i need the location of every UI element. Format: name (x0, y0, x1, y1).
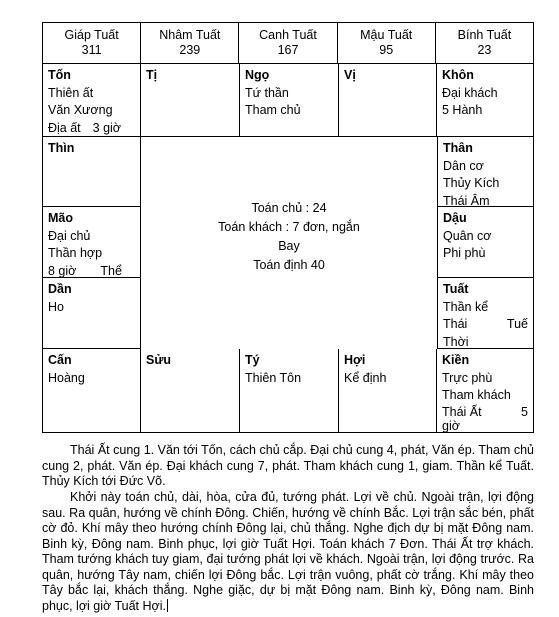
cell-title: Thìn (48, 141, 75, 155)
cell-suu (141, 349, 240, 432)
cell-hoi (339, 349, 437, 432)
cell-line: Văn Xương (48, 103, 113, 117)
cell-line: Dân cơ (443, 158, 484, 173)
cell-line-left: Thái Ất (442, 404, 482, 419)
header-name: Bính Tuất (457, 28, 512, 42)
header-cell (338, 23, 436, 63)
cell-title: Kiền (442, 353, 470, 367)
paragraph (42, 490, 534, 614)
cell-line: Trực phù (442, 370, 493, 385)
cell-line: Phi phù (443, 246, 486, 260)
cell-title: Tốn (48, 68, 71, 82)
header-name: Nhâm Tuất (159, 28, 221, 42)
cell-line: 5 Hành (442, 103, 483, 117)
header-name: Canh Tuất (259, 28, 317, 42)
cell-title: Dần (48, 282, 72, 296)
cell-title: Hợi (344, 353, 366, 367)
header-value: 23 (477, 43, 492, 57)
cell-line: Tham khách (442, 388, 511, 402)
cell-ngo (240, 64, 339, 137)
cell-line-split (443, 316, 528, 334)
cell-line: Đại khách (442, 85, 498, 100)
paragraph: Thái Ất cung 1. Văn tới Tốn, cách chủ cắp. Đại chủ cung 4, phát, Văn ép. Tham chủ cung 2, phát. Văn ép. Đại khách cung 7, phát. Tham khách cung 1, giam. Thần kể Tuất. Thủy Kích tới Đức Võ. (42, 443, 534, 488)
palace-grid (42, 63, 534, 433)
text-cursor (167, 599, 168, 612)
cell-line: Thần hợp (48, 246, 103, 260)
cell-than (437, 137, 533, 207)
cell-line: Hoàng (48, 370, 85, 385)
cell-line: Ho (48, 299, 64, 314)
cell-title: Mão (48, 211, 73, 225)
header-cell (43, 23, 141, 63)
cell-line-split (442, 405, 528, 419)
cell-title: Tuất (443, 282, 469, 296)
cell-line: Thiên ất (48, 85, 94, 100)
center-line: Toán chủ : 24 (251, 201, 327, 215)
cell-line-right: Tuế (506, 317, 528, 331)
cell-line: Thiên Tôn (245, 370, 302, 385)
center-line: Toán định 40 (253, 258, 325, 272)
cell-line: Thủy Kích (443, 176, 500, 190)
cell-line-left: 8 giờ (48, 263, 77, 278)
header-value: 95 (379, 43, 394, 57)
cell-line: Thái Âm (443, 193, 490, 208)
cell-title: Tý (245, 353, 260, 367)
cell-line: Thần kể (443, 299, 489, 314)
cell-line-right: 3 giờ (92, 120, 122, 135)
header-name: Giáp Tuất (64, 28, 119, 42)
cell-title: Dậu (443, 211, 467, 225)
cell-line-left: Thái (443, 317, 468, 331)
header-table (42, 22, 534, 64)
header-value: 311 (81, 43, 102, 57)
cell-line-right: Thể (100, 263, 122, 278)
cell-line-split (48, 120, 135, 138)
cell-mao (43, 207, 141, 278)
center-line: Toán khách : 7 đơn, ngắn (218, 220, 360, 234)
cell-line: Tứ thần (245, 85, 289, 100)
center-line: Bay (278, 239, 300, 253)
cell-title: Tị (146, 68, 158, 82)
cell-title: Sửu (146, 353, 172, 367)
cell-line-right: 5 (521, 404, 528, 419)
cell-line: Thời (443, 334, 469, 349)
cell-can (43, 349, 141, 432)
header-cell (239, 23, 337, 63)
cell-tuat (437, 278, 533, 349)
cell-title: Vị (344, 68, 356, 82)
cell-line: giờ (442, 418, 460, 433)
center-summary (141, 137, 437, 349)
header-value: 239 (179, 43, 201, 57)
header-cell (141, 23, 239, 63)
cell-kien (437, 349, 533, 432)
cell-vi (339, 64, 437, 137)
cell-line-left: Địa ất (48, 120, 81, 135)
cell-line: Tham chủ (245, 103, 301, 117)
cell-title: Cấn (48, 353, 72, 367)
header-name: Mậu Tuất (360, 28, 413, 42)
cell-dan (43, 278, 141, 349)
cell-title: Khôn (442, 68, 474, 82)
cell-ton (43, 64, 141, 137)
cell-dau (437, 207, 533, 278)
cell-thin (43, 137, 141, 207)
header-value: 167 (277, 43, 299, 57)
cell-line: Kể định (344, 370, 387, 385)
paragraph-text: Khởi này toán chủ, dài, hòa, cửa đủ, tướng phát. Lợi về chủ. Ngoài trận, lợi động sau. Ra quân, hướng về chính Đông. Chiến, hướng về chính Bắc. Lợi trận sắc bén, phất cờ đỏ. Khí mây theo hướng chính Đông lại, chủ thắng. Nghe địch dự bị mặt Đông nam. Binh kỳ, Đông nam. Binh phục, lợi giờ Tuất Hợi. Toán khách 7 Đơn. Thái Ất trợ khách. Tham tướng khách tuy giam, đại tướng phát lợi về khách. Ngoài trận, lợi động trước. Ra quân, hướng Tây nam, chiến lợi Đông bắc. Lợi trận vuông, phất cờ trắng. Khí mây theo Tây bắc lại, khách thắng. Nghe giặc, dự bị mặt Đông nam. Binh kỳ, Đông nam. Binh phục, lợi giờ Tuất Hợi. (42, 490, 534, 613)
cell-line: Quân cơ (443, 228, 492, 243)
cell-title: Ngọ (245, 68, 270, 82)
cell-ti (141, 64, 240, 137)
cell-line: Đại chủ (48, 228, 91, 243)
header-cell (436, 23, 533, 63)
cell-title: Thân (443, 141, 473, 155)
cell-khon (437, 64, 533, 137)
cell-ty (240, 349, 339, 432)
